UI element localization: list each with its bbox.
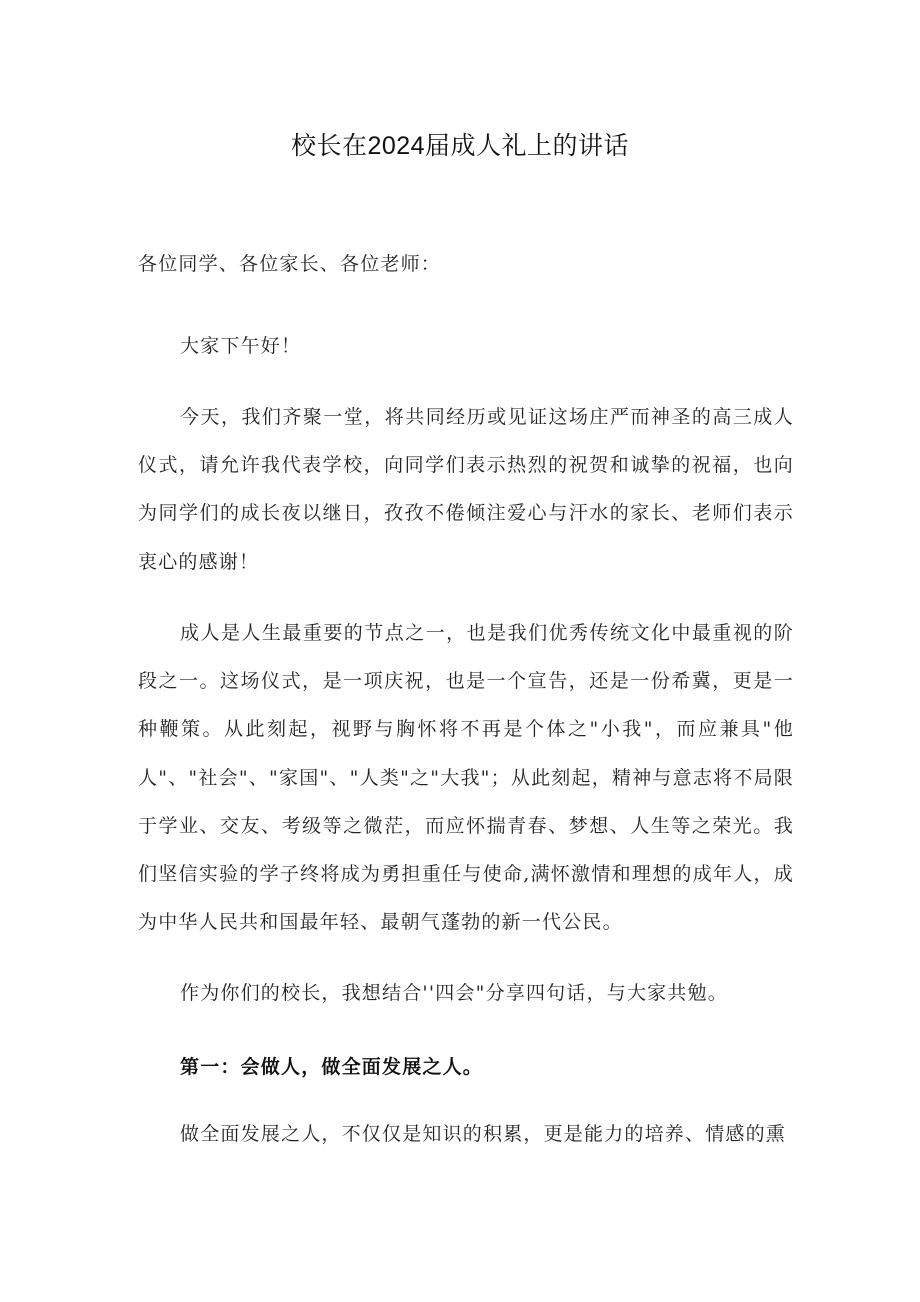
salutation: 各位同学、各位家长、各位老师： bbox=[138, 253, 442, 275]
coming-of-age-paragraph: 成人是人生最重要的节点之一，也是我们优秀传统文化中最重视的阶段之一。这场仪式，是一项庆祝，也是一个宣告，还是一份希冀，更是一种鞭策。从此刻起，视野与胸怀将不再是个体之"小我"，而应兼具"他人"、"社会"、"家国"、"人类"之"大我"；从此刻起，精神与意志将不局限于学业、交友、考级等之微茫，而应怀揣青春、梦想、人生等之荣光。我们坚信实验的学子终将成为勇担重任与使命,满怀激情和理想的成年人，成为中华人民共和国最年轻、最朝气蓬勃的新一代公民。 bbox=[138, 622, 794, 934]
document-title: 校长在2024届成人礼上的讲话 bbox=[290, 132, 630, 160]
opening-paragraph: 今天，我们齐聚一堂，将共同经历或见证这场庄严而神圣的高三成人仪式，请允许我代表学校，向同学们表示热烈的祝贺和诚挚的祝福，也向为同学们的成长夜以继日，孜孜不倦倾注爱心与汗水的家长、老师们表示衷心的感谢！ bbox=[138, 406, 794, 573]
section-first-paragraph: 做全面发展之人，不仅仅是知识的积累，更是能力的培养、情感的熏 bbox=[180, 1123, 787, 1145]
greeting-paragraph: 大家下午好！ bbox=[180, 335, 302, 357]
four-skills-intro-paragraph: 作为你们的校长，我想结合''四会"分享四句话，与大家共勉。 bbox=[180, 982, 728, 1004]
section-heading-first: 第一：会做人，做全面发展之人。 bbox=[180, 1056, 484, 1078]
